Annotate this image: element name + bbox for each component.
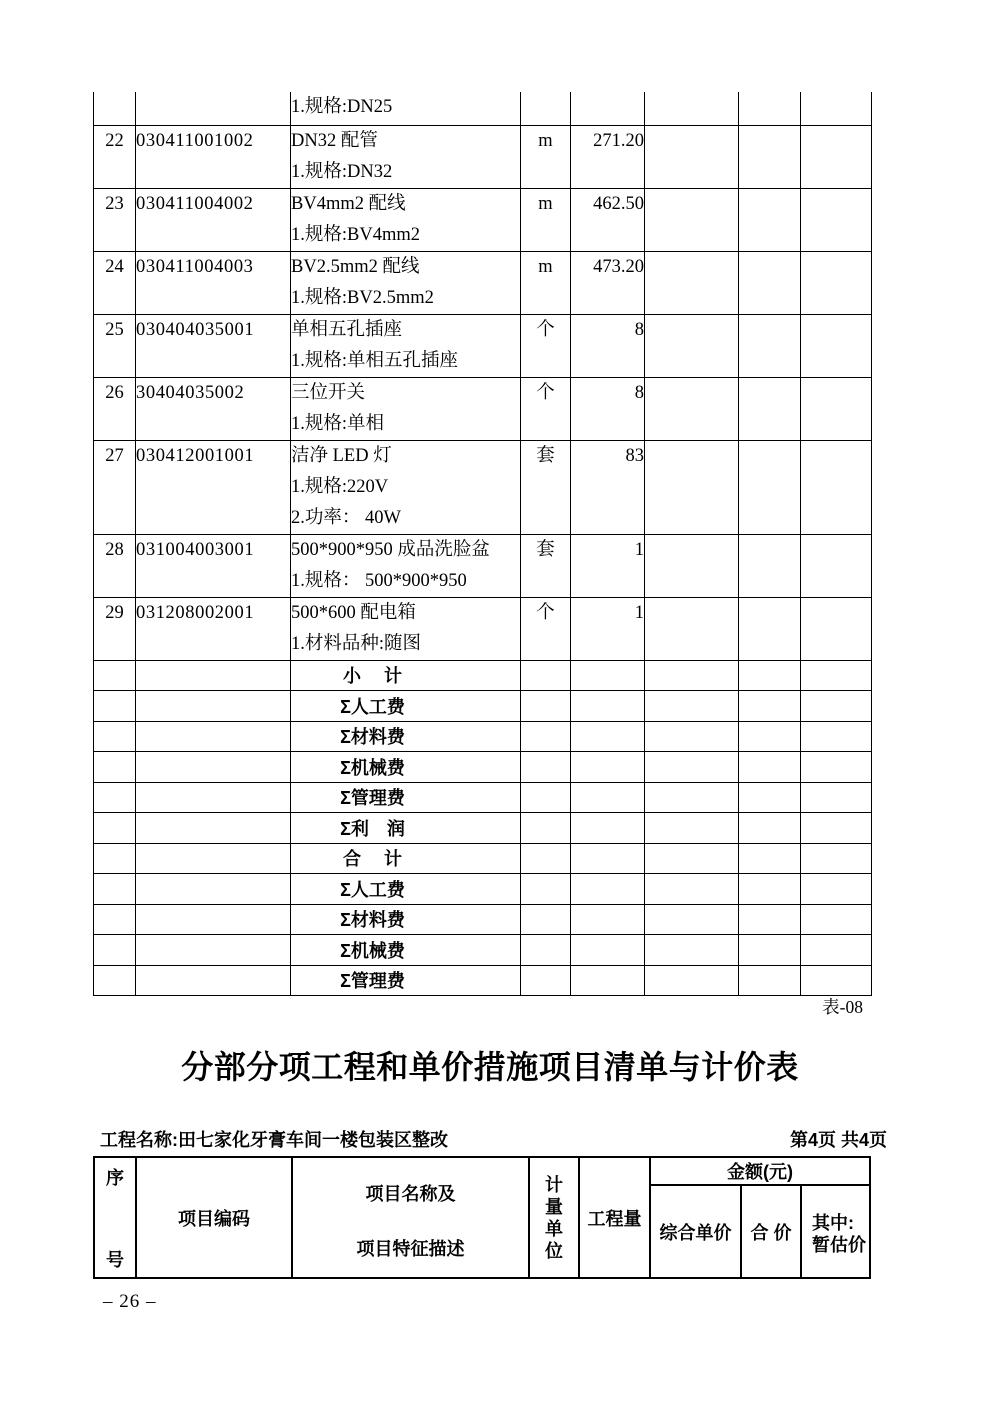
summary-label-cell: Σ材料费 bbox=[291, 904, 521, 935]
unit-price-cell bbox=[645, 660, 739, 691]
table-row bbox=[94, 314, 872, 377]
qty-cell bbox=[571, 92, 645, 125]
table-row bbox=[94, 125, 872, 188]
page-indicator: 第4页 共4页 bbox=[789, 1130, 887, 1150]
unit-price-cell bbox=[645, 92, 739, 125]
unit-cell bbox=[521, 691, 571, 722]
qty-cell: 8 bbox=[571, 314, 645, 377]
item-feature: 1.规格:BV4mm2 bbox=[291, 224, 420, 245]
seq-cell: 25 bbox=[94, 314, 136, 377]
estimated-price-label bbox=[802, 1208, 869, 1256]
item-feature: 1.规格:BV2.5mm2 bbox=[291, 287, 434, 308]
name-header-line2: 项目特征描述 bbox=[356, 1239, 465, 1259]
seq-cell: 29 bbox=[94, 597, 136, 660]
header-row-top bbox=[94, 1157, 870, 1185]
seq-cell bbox=[94, 843, 136, 874]
code-cell bbox=[136, 660, 291, 691]
summary-row bbox=[94, 752, 872, 783]
code-cell bbox=[136, 874, 291, 905]
qty-cell bbox=[571, 691, 645, 722]
code-cell bbox=[136, 935, 291, 966]
estimated-price-cell bbox=[801, 251, 872, 314]
summary-row bbox=[94, 782, 872, 813]
item-name: DN32 配管 bbox=[291, 130, 378, 151]
unit-cell bbox=[521, 843, 571, 874]
item-name: BV4mm2 配线 bbox=[291, 193, 406, 214]
unit-price-cell bbox=[645, 935, 739, 966]
header-composite-price-cell: 综合单价 bbox=[650, 1185, 741, 1278]
item-feature: 1.材料品种:随图 bbox=[291, 633, 422, 654]
summary-label-cell: 合 计 bbox=[291, 843, 521, 874]
summary-label-cell: Σ机械费 bbox=[291, 935, 521, 966]
total-price-cell bbox=[739, 377, 801, 440]
seq-cell: 23 bbox=[94, 188, 136, 251]
seq-cell bbox=[94, 965, 136, 996]
unit-vertical-label: 计量单位 bbox=[545, 1174, 563, 1261]
summary-label-cell: Σ管理费 bbox=[291, 782, 521, 813]
qty-cell bbox=[571, 752, 645, 783]
qty-cell: 1 bbox=[571, 597, 645, 660]
header-seq-cell bbox=[94, 1157, 136, 1278]
unit-cell bbox=[521, 813, 571, 844]
seq-cell bbox=[94, 935, 136, 966]
name-cell bbox=[291, 92, 521, 125]
unit-cell: m bbox=[521, 188, 571, 251]
estimated-price-cell bbox=[801, 188, 872, 251]
qty-cell: 473.20 bbox=[571, 251, 645, 314]
unit-cell: m bbox=[521, 125, 571, 188]
code-cell bbox=[136, 965, 291, 996]
name-header-line1: 项目名称及 bbox=[365, 1184, 456, 1204]
qty-cell: 8 bbox=[571, 377, 645, 440]
summary-label-cell: Σ机械费 bbox=[291, 752, 521, 783]
summary-row bbox=[94, 843, 872, 874]
estimated-price-cell bbox=[801, 874, 872, 905]
code-cell: 30404035002 bbox=[136, 377, 291, 440]
total-price-cell bbox=[739, 843, 801, 874]
unit-price-cell bbox=[645, 440, 739, 534]
unit-price-cell bbox=[645, 188, 739, 251]
unit-price-cell bbox=[645, 752, 739, 783]
item-feature: 1.规格:单相 bbox=[291, 413, 385, 434]
name-cell bbox=[291, 440, 521, 534]
estimated-price-line2: 暂估价 bbox=[812, 1234, 866, 1255]
total-price-cell bbox=[739, 752, 801, 783]
code-cell bbox=[136, 752, 291, 783]
seq-cell: 28 bbox=[94, 534, 136, 597]
seq-cell: 24 bbox=[94, 251, 136, 314]
qty-cell bbox=[571, 813, 645, 844]
estimated-price-line1: 其中: bbox=[812, 1212, 854, 1233]
estimated-price-cell bbox=[801, 843, 872, 874]
summary-label-cell: Σ材料费 bbox=[291, 721, 521, 752]
summary-label-cell: Σ管理费 bbox=[291, 965, 521, 996]
code-cell bbox=[136, 813, 291, 844]
name-cell bbox=[291, 188, 521, 251]
summary-row bbox=[94, 965, 872, 996]
code-cell: 031208002001 bbox=[136, 597, 291, 660]
total-price-cell bbox=[739, 440, 801, 534]
name-cell bbox=[291, 251, 521, 314]
total-price-cell bbox=[739, 691, 801, 722]
unit-price-cell bbox=[645, 125, 739, 188]
total-price-cell bbox=[739, 534, 801, 597]
code-cell: 031004003001 bbox=[136, 534, 291, 597]
table-row bbox=[94, 597, 872, 660]
unit-cell: m bbox=[521, 251, 571, 314]
qty-cell bbox=[571, 660, 645, 691]
estimated-price-cell bbox=[801, 92, 872, 125]
summary-row bbox=[94, 935, 872, 966]
unit-cell bbox=[521, 935, 571, 966]
unit-price-cell bbox=[645, 874, 739, 905]
total-price-cell bbox=[739, 597, 801, 660]
name-cell bbox=[291, 597, 521, 660]
unit-cell bbox=[521, 660, 571, 691]
code-cell bbox=[136, 782, 291, 813]
total-price-cell bbox=[739, 935, 801, 966]
seq-cell bbox=[94, 813, 136, 844]
qty-cell bbox=[571, 965, 645, 996]
unit-price-cell bbox=[645, 314, 739, 377]
total-price-cell bbox=[739, 314, 801, 377]
item-name: 500*600 配电箱 bbox=[291, 602, 416, 623]
total-price-cell bbox=[739, 92, 801, 125]
project-name-label: 工程名称:田七家化牙膏车间一楼包装区整改 bbox=[100, 1130, 448, 1150]
seq-vertical-label bbox=[95, 1162, 135, 1274]
estimated-price-cell bbox=[801, 597, 872, 660]
item-name: 500*900*950 成品洗脸盆 bbox=[291, 539, 490, 560]
unit-cell: 个 bbox=[521, 597, 571, 660]
table-row bbox=[94, 92, 872, 125]
estimated-price-cell bbox=[801, 721, 872, 752]
qty-cell bbox=[571, 874, 645, 905]
estimated-price-cell bbox=[801, 377, 872, 440]
total-price-cell bbox=[739, 874, 801, 905]
summary-row bbox=[94, 904, 872, 935]
code-cell bbox=[136, 92, 291, 125]
unit-price-cell bbox=[645, 377, 739, 440]
name-cell bbox=[291, 534, 521, 597]
total-price-cell bbox=[739, 904, 801, 935]
unit-cell bbox=[521, 874, 571, 905]
table-row bbox=[94, 534, 872, 597]
summary-label-cell: Σ人工费 bbox=[291, 691, 521, 722]
item-feature: 1.规格： 500*900*950 bbox=[291, 570, 467, 591]
item-feature: 2.功率： 40W bbox=[291, 507, 401, 528]
unit-price-cell bbox=[645, 965, 739, 996]
qty-cell: 462.50 bbox=[571, 188, 645, 251]
name-cell bbox=[291, 125, 521, 188]
summary-row bbox=[94, 660, 872, 691]
unit-price-cell bbox=[645, 597, 739, 660]
estimated-price-cell bbox=[801, 904, 872, 935]
summary-row bbox=[94, 874, 872, 905]
unit-cell bbox=[521, 752, 571, 783]
summary-label-cell: Σ利 润 bbox=[291, 813, 521, 844]
seq-cell bbox=[94, 691, 136, 722]
estimated-price-cell bbox=[801, 782, 872, 813]
table-row bbox=[94, 251, 872, 314]
item-name: 洁净 LED 灯 bbox=[291, 445, 392, 466]
item-feature: 1.规格:220V bbox=[291, 476, 389, 497]
total-price-cell bbox=[739, 251, 801, 314]
unit-cell bbox=[521, 965, 571, 996]
estimated-price-cell bbox=[801, 752, 872, 783]
estimated-price-cell bbox=[801, 314, 872, 377]
summary-row bbox=[94, 813, 872, 844]
seq-cell bbox=[94, 721, 136, 752]
unit-cell bbox=[521, 904, 571, 935]
table-row bbox=[94, 440, 872, 534]
unit-cell bbox=[521, 721, 571, 752]
qty-cell bbox=[571, 935, 645, 966]
seq-cell bbox=[94, 874, 136, 905]
table-row bbox=[94, 188, 872, 251]
meta-row bbox=[100, 1126, 887, 1152]
estimated-price-cell bbox=[801, 965, 872, 996]
total-price-cell bbox=[739, 721, 801, 752]
total-price-cell bbox=[739, 125, 801, 188]
unit-price-cell bbox=[645, 843, 739, 874]
code-cell bbox=[136, 691, 291, 722]
seq-cell bbox=[94, 752, 136, 783]
unit-price-cell bbox=[645, 904, 739, 935]
seq-cell: 26 bbox=[94, 377, 136, 440]
name-cell bbox=[291, 377, 521, 440]
item-name: 三位开关 bbox=[291, 382, 366, 403]
code-cell: 030411001002 bbox=[136, 125, 291, 188]
unit-price-cell bbox=[645, 782, 739, 813]
total-price-cell bbox=[739, 813, 801, 844]
item-name: 单相五孔插座 bbox=[291, 319, 403, 340]
item-feature: 1.规格:单相五孔插座 bbox=[291, 350, 459, 371]
item-feature: 1.规格:DN32 bbox=[291, 161, 393, 182]
estimated-price-cell bbox=[801, 935, 872, 966]
header-estimated-price-cell bbox=[801, 1185, 870, 1278]
summary-label-cell: 小 计 bbox=[291, 660, 521, 691]
summary-row bbox=[94, 691, 872, 722]
unit-price-cell bbox=[645, 721, 739, 752]
unit-cell bbox=[521, 92, 571, 125]
seq-cell bbox=[94, 660, 136, 691]
unit-cell: 套 bbox=[521, 534, 571, 597]
header-name-cell bbox=[292, 1157, 529, 1278]
header-amount-group-cell: 金额(元) bbox=[650, 1157, 870, 1185]
unit-cell bbox=[521, 782, 571, 813]
header-qty-cell: 工程量 bbox=[579, 1157, 650, 1278]
seq-cell bbox=[94, 782, 136, 813]
unit-cell: 个 bbox=[521, 377, 571, 440]
qty-cell: 271.20 bbox=[571, 125, 645, 188]
qty-cell bbox=[571, 904, 645, 935]
qty-cell bbox=[571, 721, 645, 752]
unit-price-cell bbox=[645, 534, 739, 597]
code-cell: 030411004002 bbox=[136, 188, 291, 251]
unit-cell: 个 bbox=[521, 314, 571, 377]
qty-cell bbox=[571, 843, 645, 874]
code-cell bbox=[136, 721, 291, 752]
code-cell bbox=[136, 843, 291, 874]
table-number-tag: 表-08 bbox=[822, 997, 863, 1017]
boq-header-table bbox=[93, 1156, 871, 1279]
estimated-price-cell bbox=[801, 691, 872, 722]
item-feature: 1.规格:DN25 bbox=[291, 97, 393, 117]
seq-cell: 22 bbox=[94, 125, 136, 188]
qty-cell bbox=[571, 782, 645, 813]
unit-cell: 套 bbox=[521, 440, 571, 534]
unit-price-cell bbox=[645, 251, 739, 314]
seq-cell bbox=[94, 904, 136, 935]
header-unit-cell bbox=[529, 1157, 579, 1278]
name-header-label bbox=[293, 1174, 528, 1261]
unit-price-cell bbox=[645, 813, 739, 844]
code-cell bbox=[136, 904, 291, 935]
seq-char-bottom: 号 bbox=[106, 1249, 124, 1270]
total-price-cell bbox=[739, 782, 801, 813]
estimated-price-cell bbox=[801, 534, 872, 597]
estimated-price-cell bbox=[801, 660, 872, 691]
total-price-cell bbox=[739, 965, 801, 996]
seq-char-top: 序 bbox=[106, 1167, 124, 1188]
table-row bbox=[94, 377, 872, 440]
code-cell: 030412001001 bbox=[136, 440, 291, 534]
estimated-price-cell bbox=[801, 125, 872, 188]
total-price-cell bbox=[739, 188, 801, 251]
code-cell: 030404035001 bbox=[136, 314, 291, 377]
page-number: – 26 – bbox=[103, 1291, 157, 1312]
code-cell: 030411004003 bbox=[136, 251, 291, 314]
estimated-price-cell bbox=[801, 813, 872, 844]
qty-cell: 1 bbox=[571, 534, 645, 597]
qty-cell: 83 bbox=[571, 440, 645, 534]
unit-price-cell bbox=[645, 691, 739, 722]
boq-continuation-table bbox=[93, 92, 872, 996]
name-cell bbox=[291, 314, 521, 377]
page-title: 分部分项工程和单价措施项目清单与计价表 bbox=[181, 1049, 799, 1085]
estimated-price-cell bbox=[801, 440, 872, 534]
summary-row bbox=[94, 721, 872, 752]
seq-cell bbox=[94, 92, 136, 125]
seq-cell: 27 bbox=[94, 440, 136, 534]
total-price-cell bbox=[739, 660, 801, 691]
header-total-price-cell: 合 价 bbox=[741, 1185, 801, 1278]
header-code-cell: 项目编码 bbox=[136, 1157, 292, 1278]
summary-label-cell: Σ人工费 bbox=[291, 874, 521, 905]
item-name: BV2.5mm2 配线 bbox=[291, 256, 420, 277]
